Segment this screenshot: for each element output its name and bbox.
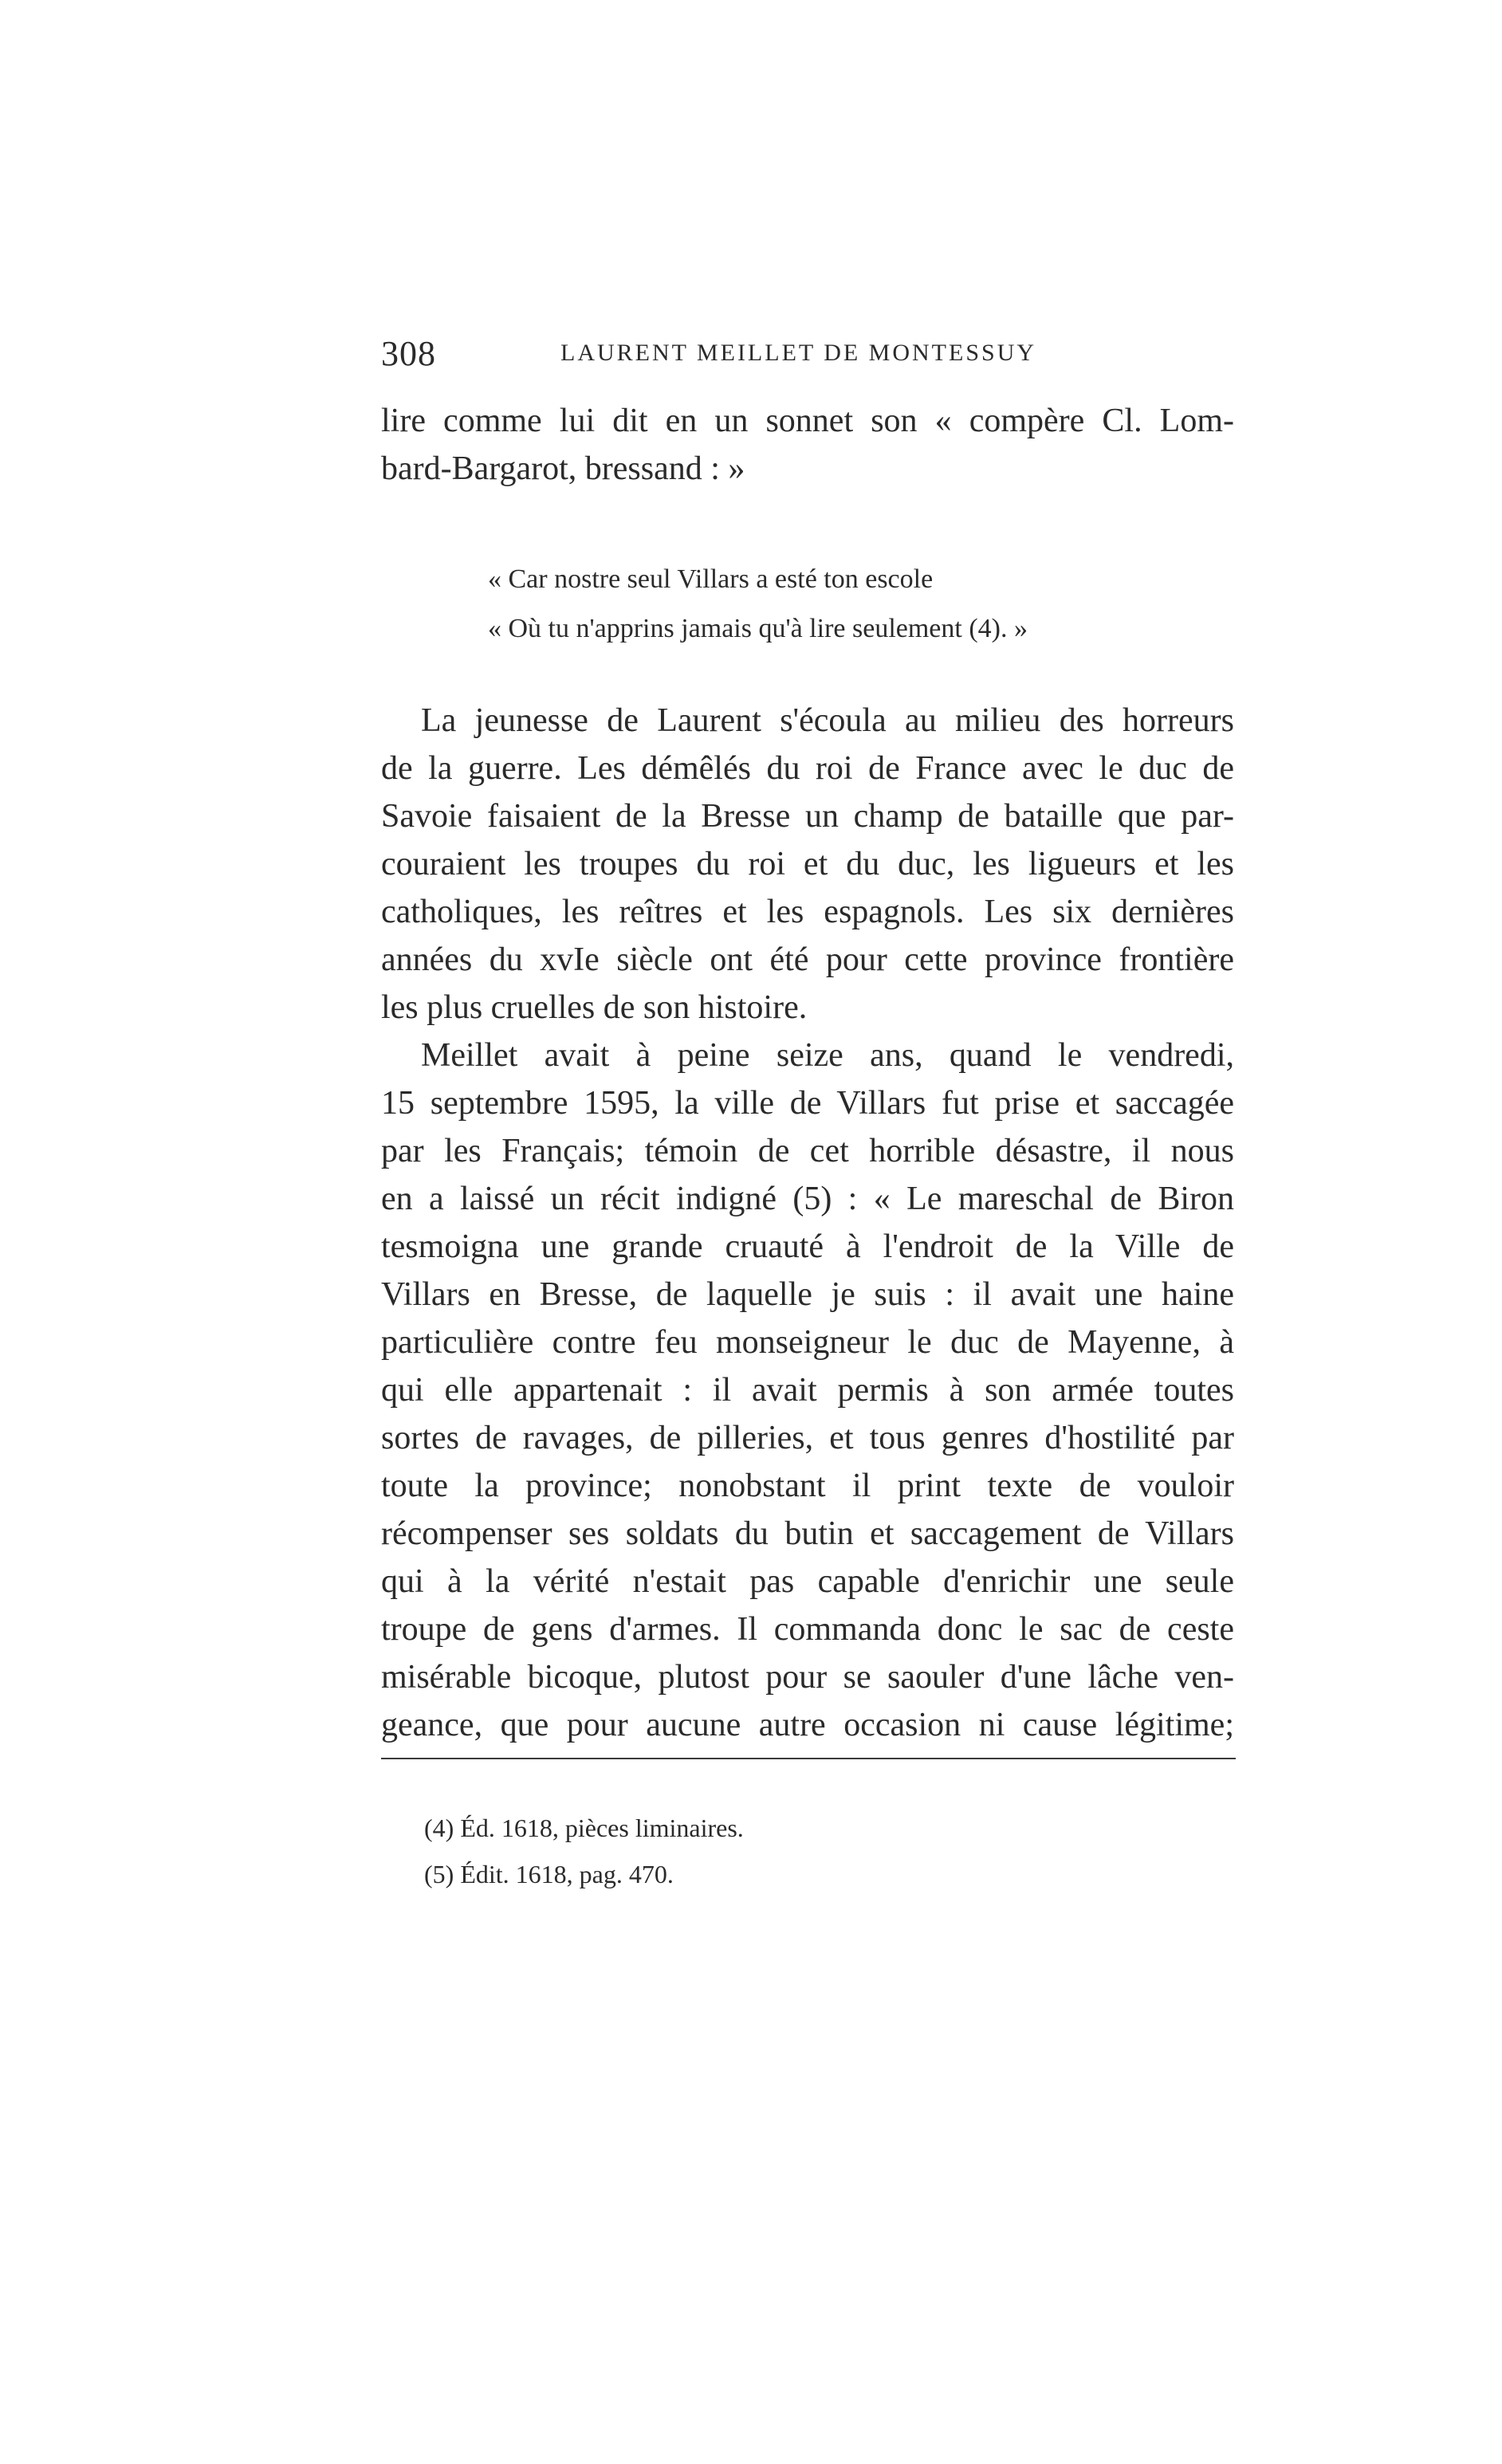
text-line: années du xvIe siècle ont été pour cette province frontière xyxy=(381,941,1234,978)
text-line: lire comme lui dit en un sonnet son « compère Cl. Lom- xyxy=(381,403,1234,439)
text-line: geance, que pour aucune autre occasion ni cause légitime; xyxy=(381,1707,1234,1743)
text-line: tesmoigna une grande cruauté à l'endroit de la Ville de xyxy=(381,1228,1234,1265)
text-line: Savoie faisaient de la Bresse un champ de bataille que par- xyxy=(381,798,1234,835)
text-line: en a laissé un récit indigné (5) : « Le mareschal de Biron xyxy=(381,1181,1234,1217)
text-line: Villars en Bresse, de laquelle je suis : il avait une haine xyxy=(381,1276,1234,1313)
paragraph-1 xyxy=(381,697,1234,1032)
footnote-rule xyxy=(381,1758,1236,1759)
text-line: La jeunesse de Laurent s'écoula au milieu des horreurs xyxy=(421,702,1234,739)
quote-line: « Car nostre seul Villars a esté ton escole xyxy=(488,564,934,594)
text-line: catholiques, les reîtres et les espagnols. Les six dernières xyxy=(381,894,1234,930)
text-line: troupe de gens d'armes. Il commanda donc le sac de ceste xyxy=(381,1611,1234,1648)
text-line: misérable bicoque, plutost pour se saouler d'une lâche ven- xyxy=(381,1659,1234,1696)
text-line: sortes de ravages, de pilleries, et tous genres d'hostilité par xyxy=(381,1420,1234,1456)
text-line: particulière contre feu monseigneur le duc de Mayenne, à xyxy=(381,1324,1234,1361)
text-line: 15 septembre 1595, la ville de Villars fut prise et saccagée xyxy=(381,1085,1234,1122)
footnote: (4) Éd. 1618, pièces liminaires. xyxy=(424,1814,744,1842)
page-number: 308 xyxy=(381,334,436,373)
text-line: qui à la vérité n'estait pas capable d'enrichir une seule xyxy=(381,1563,1234,1600)
running-head: LAURENT MEILLET DE MONTESSUY xyxy=(560,340,1037,366)
text-line: Meillet avait à peine seize ans, quand le vendredi, xyxy=(421,1037,1234,1074)
text-line: bard-Bargarot, bressand : » xyxy=(381,450,745,487)
text-line: toute la province; nonobstant il print texte de vouloir xyxy=(381,1468,1234,1504)
footnote: (5) Édit. 1618, pag. 470. xyxy=(424,1860,674,1888)
footnotes xyxy=(424,1805,1142,1897)
text-line: les plus cruelles de son histoire. xyxy=(381,989,808,1026)
paragraph-2 xyxy=(381,1032,1234,1749)
page-header xyxy=(381,333,1234,381)
intro-text xyxy=(381,397,1234,493)
text-line: de la guerre. Les démêlés du roi de France avec le duc de xyxy=(381,750,1234,787)
text-line: récompenser ses soldats du butin et saccagement de Villars xyxy=(381,1515,1234,1552)
text-line: qui elle appartenait : il avait permis à son armée toutes xyxy=(381,1372,1234,1409)
text-line: couraient les troupes du roi et du duc, les ligueurs et les xyxy=(381,846,1234,882)
quote-line: « Où tu n'apprins jamais qu'à lire seulement (4). » xyxy=(488,614,1028,643)
text-line: par les Français; témoin de cet horrible désastre, il nous xyxy=(381,1133,1234,1169)
verse-quote xyxy=(488,555,1205,654)
